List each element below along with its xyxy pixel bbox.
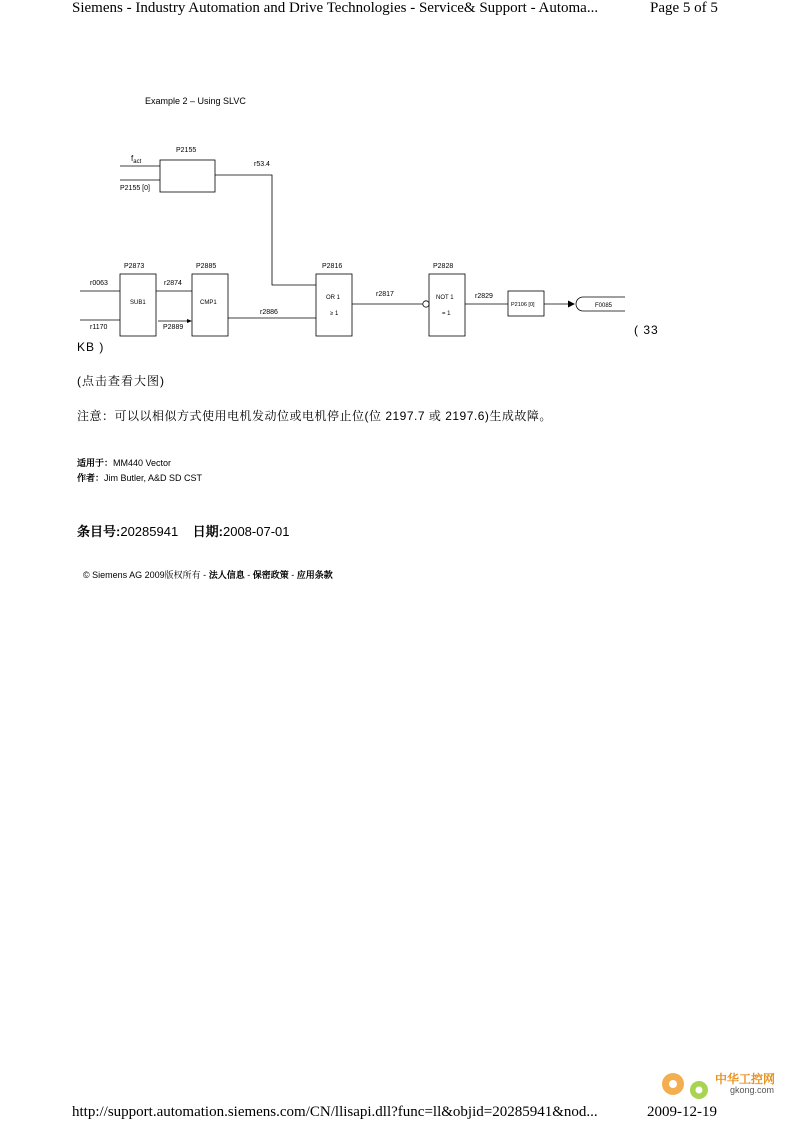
image-size-part1: ( 33 [634, 323, 659, 337]
p2885-label: P2885 [196, 263, 217, 270]
footer-sep-1: - [244, 570, 253, 580]
print-date: 2009-12-19 [647, 1104, 717, 1120]
p2889-label: P2889 [163, 324, 184, 331]
p2155-input-label: P2155 [0] [120, 185, 150, 192]
date-value: 2008-07-01 [222, 524, 290, 539]
p2828-label: P2828 [433, 263, 454, 270]
header-title: Siemens - Industry Automation and Drive Technologies - Service& Support - Automa... [72, 0, 599, 16]
fact-label: f [131, 154, 134, 163]
privacy-policy-link[interactable]: 保密政策 [252, 570, 289, 580]
entry-meta [77, 521, 289, 540]
diagram-title: Example 2 – Using SLVC [145, 96, 246, 106]
entry-value: 20285941 [120, 524, 179, 539]
logic-diagram[interactable] [78, 88, 638, 338]
r0063-label: r0063 [90, 280, 108, 287]
applies-label: 适用于： [77, 458, 114, 468]
not-invert-circle [423, 301, 429, 307]
p2155-block [160, 160, 215, 192]
r53-4-line [215, 175, 316, 285]
footer [83, 568, 333, 581]
image-size-part2: KB ) [77, 340, 105, 354]
svg-text:fact [131, 154, 142, 165]
cmp1-label: CMP1 [200, 300, 217, 306]
view-large-link[interactable]: (点击查看大图) [77, 374, 165, 388]
r2886-label: r2886 [260, 309, 278, 316]
sub1-label: SUB1 [130, 300, 146, 306]
copyright: © Siemens AG 2009版权所有 - [83, 570, 207, 580]
r53-4-label: r53.4 [254, 161, 270, 168]
page-url: http://support.automation.siemens.com/CN/llisapi.dll?func=ll&objid=20285941&nod... [72, 1104, 598, 1120]
r2874-label: r2874 [164, 280, 182, 287]
p2155-label: P2155 [176, 147, 197, 154]
p2889-arrow [187, 319, 192, 323]
date-label: 日期: [192, 524, 223, 539]
entry-label: 条目号: [77, 524, 121, 539]
p2816-label: P2816 [322, 263, 343, 270]
p2106-label: P2106 [0] [511, 302, 535, 308]
fact-sub: act [133, 159, 142, 165]
watermark-text: 中华工控网 [715, 1072, 776, 1086]
or1-label: OR 1 [326, 295, 341, 301]
footer-sep-2: - [288, 570, 297, 580]
legal-info-link[interactable]: 法人信息 [208, 570, 245, 580]
watermark-sub: gkong.com [730, 1085, 775, 1095]
f0085-label: F0085 [595, 303, 613, 309]
or1-block [316, 274, 352, 336]
r2817-label: r2817 [376, 291, 394, 298]
not1-block [429, 274, 465, 336]
author-value: Jim Butler, A&D SD CST [104, 473, 203, 483]
header-page-number: Page 5 of 5 [650, 0, 718, 16]
fault-arrow [568, 301, 575, 308]
not1-label: NOT 1 [436, 295, 454, 301]
or1-ge: ≥ 1 [330, 311, 339, 317]
applies-value: MM440 Vector [113, 458, 172, 468]
r2829-label: r2829 [475, 293, 493, 300]
author-label: 作者： [77, 473, 105, 483]
author [77, 471, 202, 484]
not1-eq: = 1 [442, 311, 451, 317]
note-text: 注意：可以以相似方式使用电机发动位或电机停止位(位 2197.7 或 2197.6)生成故障。 [77, 409, 552, 423]
p2873-label: P2873 [124, 263, 145, 270]
r1170-label: r1170 [90, 324, 108, 331]
terms-link[interactable]: 应用条款 [296, 570, 333, 580]
applies-to [77, 456, 171, 469]
